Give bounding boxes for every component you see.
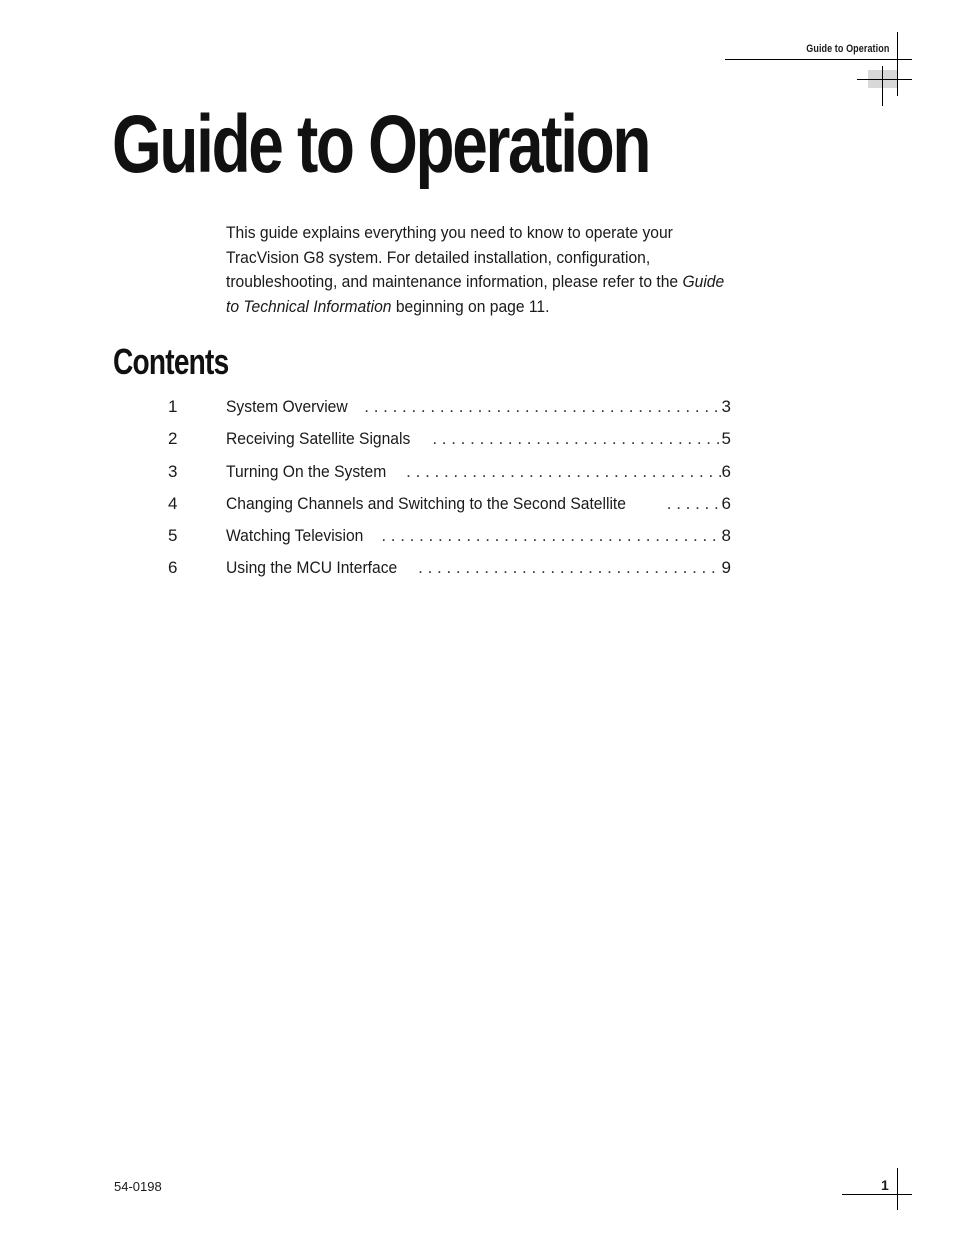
header-rule — [725, 59, 912, 60]
toc-item-number: 6 — [168, 558, 178, 578]
contents-heading: Contents — [113, 341, 229, 382]
toc-item-page: 3 — [721, 397, 731, 416]
toc-item-page: 8 — [721, 526, 731, 546]
toc-item-page: 9 — [721, 558, 731, 578]
intro-paragraph — [226, 221, 741, 319]
toc-leader-dots — [418, 558, 721, 578]
intro-guide-reference: Guide to Technical Information — [226, 272, 725, 316]
toc-item[interactable] — [168, 462, 731, 494]
intro-text-start: This guide explains everything you need to know to operate your TracVision G8 system. For detailed installation, configuration, troubleshooting, and maintenance information, please refer to the — [226, 223, 683, 291]
toc-item-body — [226, 397, 731, 417]
toc-item-page: 6 — [721, 461, 731, 481]
toc-item[interactable] — [168, 429, 731, 461]
toc-leader-dots — [406, 462, 721, 482]
toc-item-number: 4 — [168, 493, 178, 513]
toc-item-label: Changing Channels and Switching to the Second Satellite — [226, 493, 626, 513]
header-crop-line — [897, 32, 898, 96]
toc-item-body — [226, 526, 731, 546]
toc-item-body — [226, 494, 731, 514]
toc-item-page: 5 — [721, 429, 731, 449]
toc-item-label: Watching Television — [226, 526, 364, 546]
running-header-title: Guide to Operation — [805, 43, 889, 55]
crop-mark-vertical — [882, 66, 883, 106]
toc-item-page: 6 — [721, 493, 731, 513]
toc-item-body — [226, 429, 731, 449]
crop-mark-horizontal — [857, 79, 912, 80]
toc-item[interactable] — [168, 526, 731, 558]
toc-item-label: Using the MCU Interface — [226, 558, 398, 578]
toc-item-number: 3 — [168, 461, 178, 481]
toc-item-label: Turning On the System — [226, 461, 387, 481]
table-of-contents — [168, 397, 731, 591]
toc-leader-dots — [381, 526, 721, 546]
toc-item[interactable] — [168, 494, 731, 526]
intro-text-end: beginning on page 11. — [391, 296, 550, 316]
page-number: 1 — [881, 1177, 889, 1193]
toc-item-label: System Overview — [226, 397, 348, 416]
toc-item-label: Receiving Satellite Signals — [226, 429, 411, 449]
toc-item[interactable] — [168, 558, 731, 590]
toc-item[interactable] — [168, 397, 731, 429]
page-title: Guide to Operation — [112, 99, 650, 190]
toc-item-body — [226, 462, 731, 482]
footer-crop-line — [897, 1168, 898, 1210]
toc-item-number: 1 — [168, 397, 178, 416]
toc-leader-dots — [667, 494, 722, 514]
footer-rule — [842, 1194, 912, 1195]
document-code: 54-0198 — [114, 1179, 162, 1194]
toc-leader-dots — [432, 429, 721, 449]
toc-item-number: 5 — [168, 526, 178, 546]
toc-leader-dots — [364, 397, 721, 417]
toc-item-body — [226, 558, 731, 578]
toc-item-number: 2 — [168, 429, 178, 449]
